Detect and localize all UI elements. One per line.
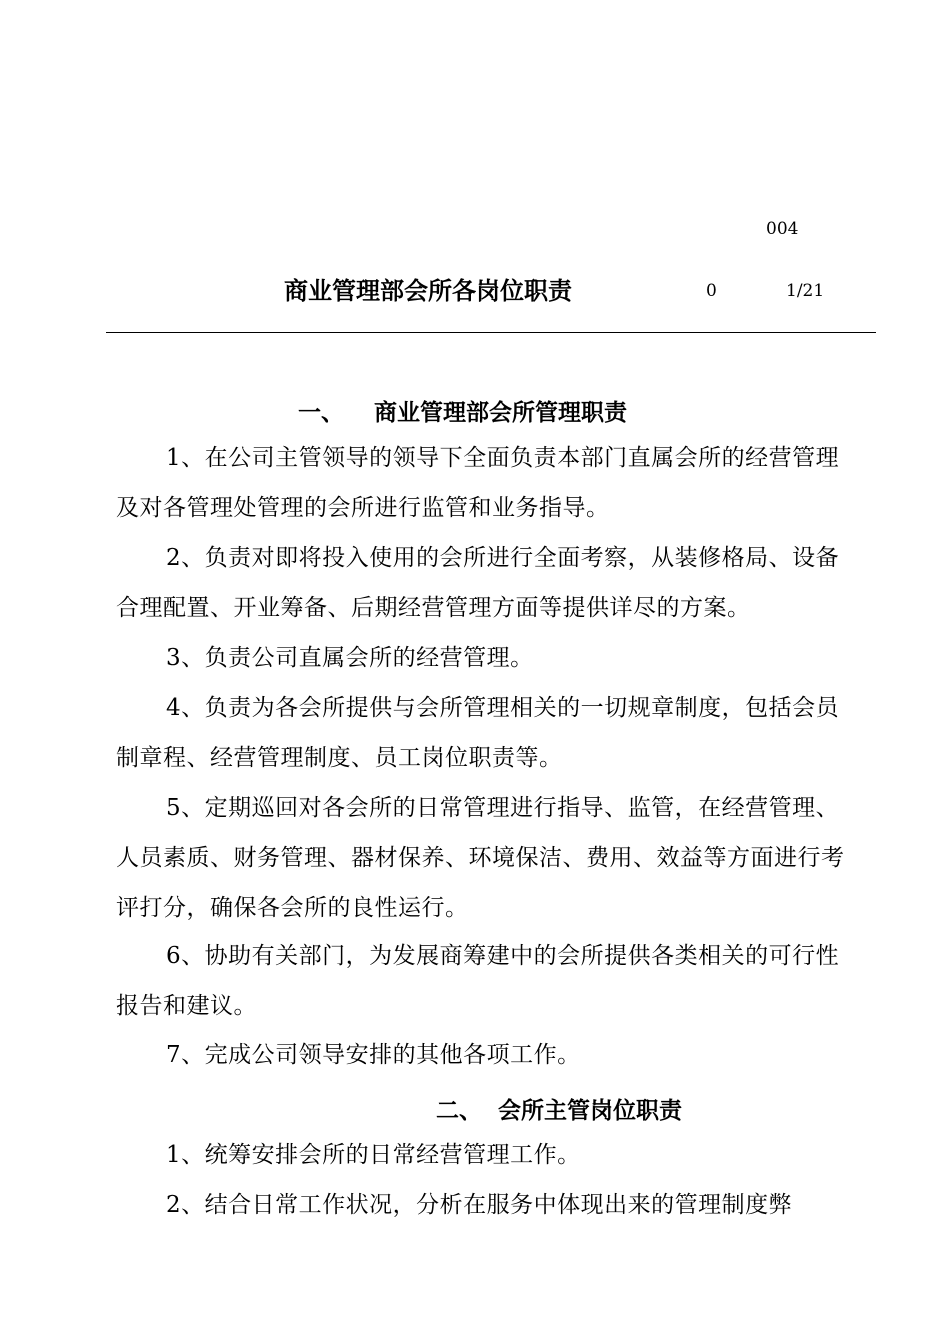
section-1-item-1: 1、在公司主管领导的领导下全面负责本部门直属会所的经营管理及对各管理处管理的会所进行监管和业务指导。 (116, 445, 840, 521)
section-2-item-1: 1、统筹安排会所的日常经营管理工作。 (166, 1142, 581, 1168)
section-1-number: 一、 (298, 399, 344, 426)
header-divider (106, 332, 876, 333)
section-1-item-5: 5、定期巡回对各会所的日常管理进行指导、监管，在经营管理、人员素质、财务管理、器材保养、环境保洁、费用、效益等方面进行考评打分，确保各会所的良性运行。 (116, 795, 845, 921)
section-2-heading: 会所主管岗位职责 (498, 1097, 682, 1124)
section-1-item-2: 2、负责对即将投入使用的会所进行全面考察，从装修格局、设备合理配置、开业筹备、后期经营管理方面等提供详尽的方案。 (116, 545, 840, 621)
section-1-item-3: 3、负责公司直属会所的经营管理。 (166, 645, 534, 671)
section-2-item-2: 2、结合日常工作状况，分析在服务中体现出来的管理制度弊 (166, 1192, 793, 1218)
section-1-item-4: 4、负责为各会所提供与会所管理相关的一切规章制度，包括会员制章程、经营管理制度、员工岗位职责等。 (116, 695, 840, 771)
section-1-item-7: 7、完成公司领导安排的其他各项工作。 (166, 1042, 581, 1068)
document-title: 商业管理部会所各岗位职责 (284, 276, 572, 305)
section-1-item-6: 6、协助有关部门，为发展商筹建中的会所提供各类相关的可行性报告和建议。 (116, 943, 840, 1019)
revision-number: 0 (706, 281, 717, 301)
section-1-heading: 商业管理部会所管理职责 (374, 399, 627, 426)
document-code: 004 (766, 219, 799, 239)
section-2-number: 二、 (436, 1097, 482, 1124)
page-number: 1/21 (786, 281, 825, 301)
